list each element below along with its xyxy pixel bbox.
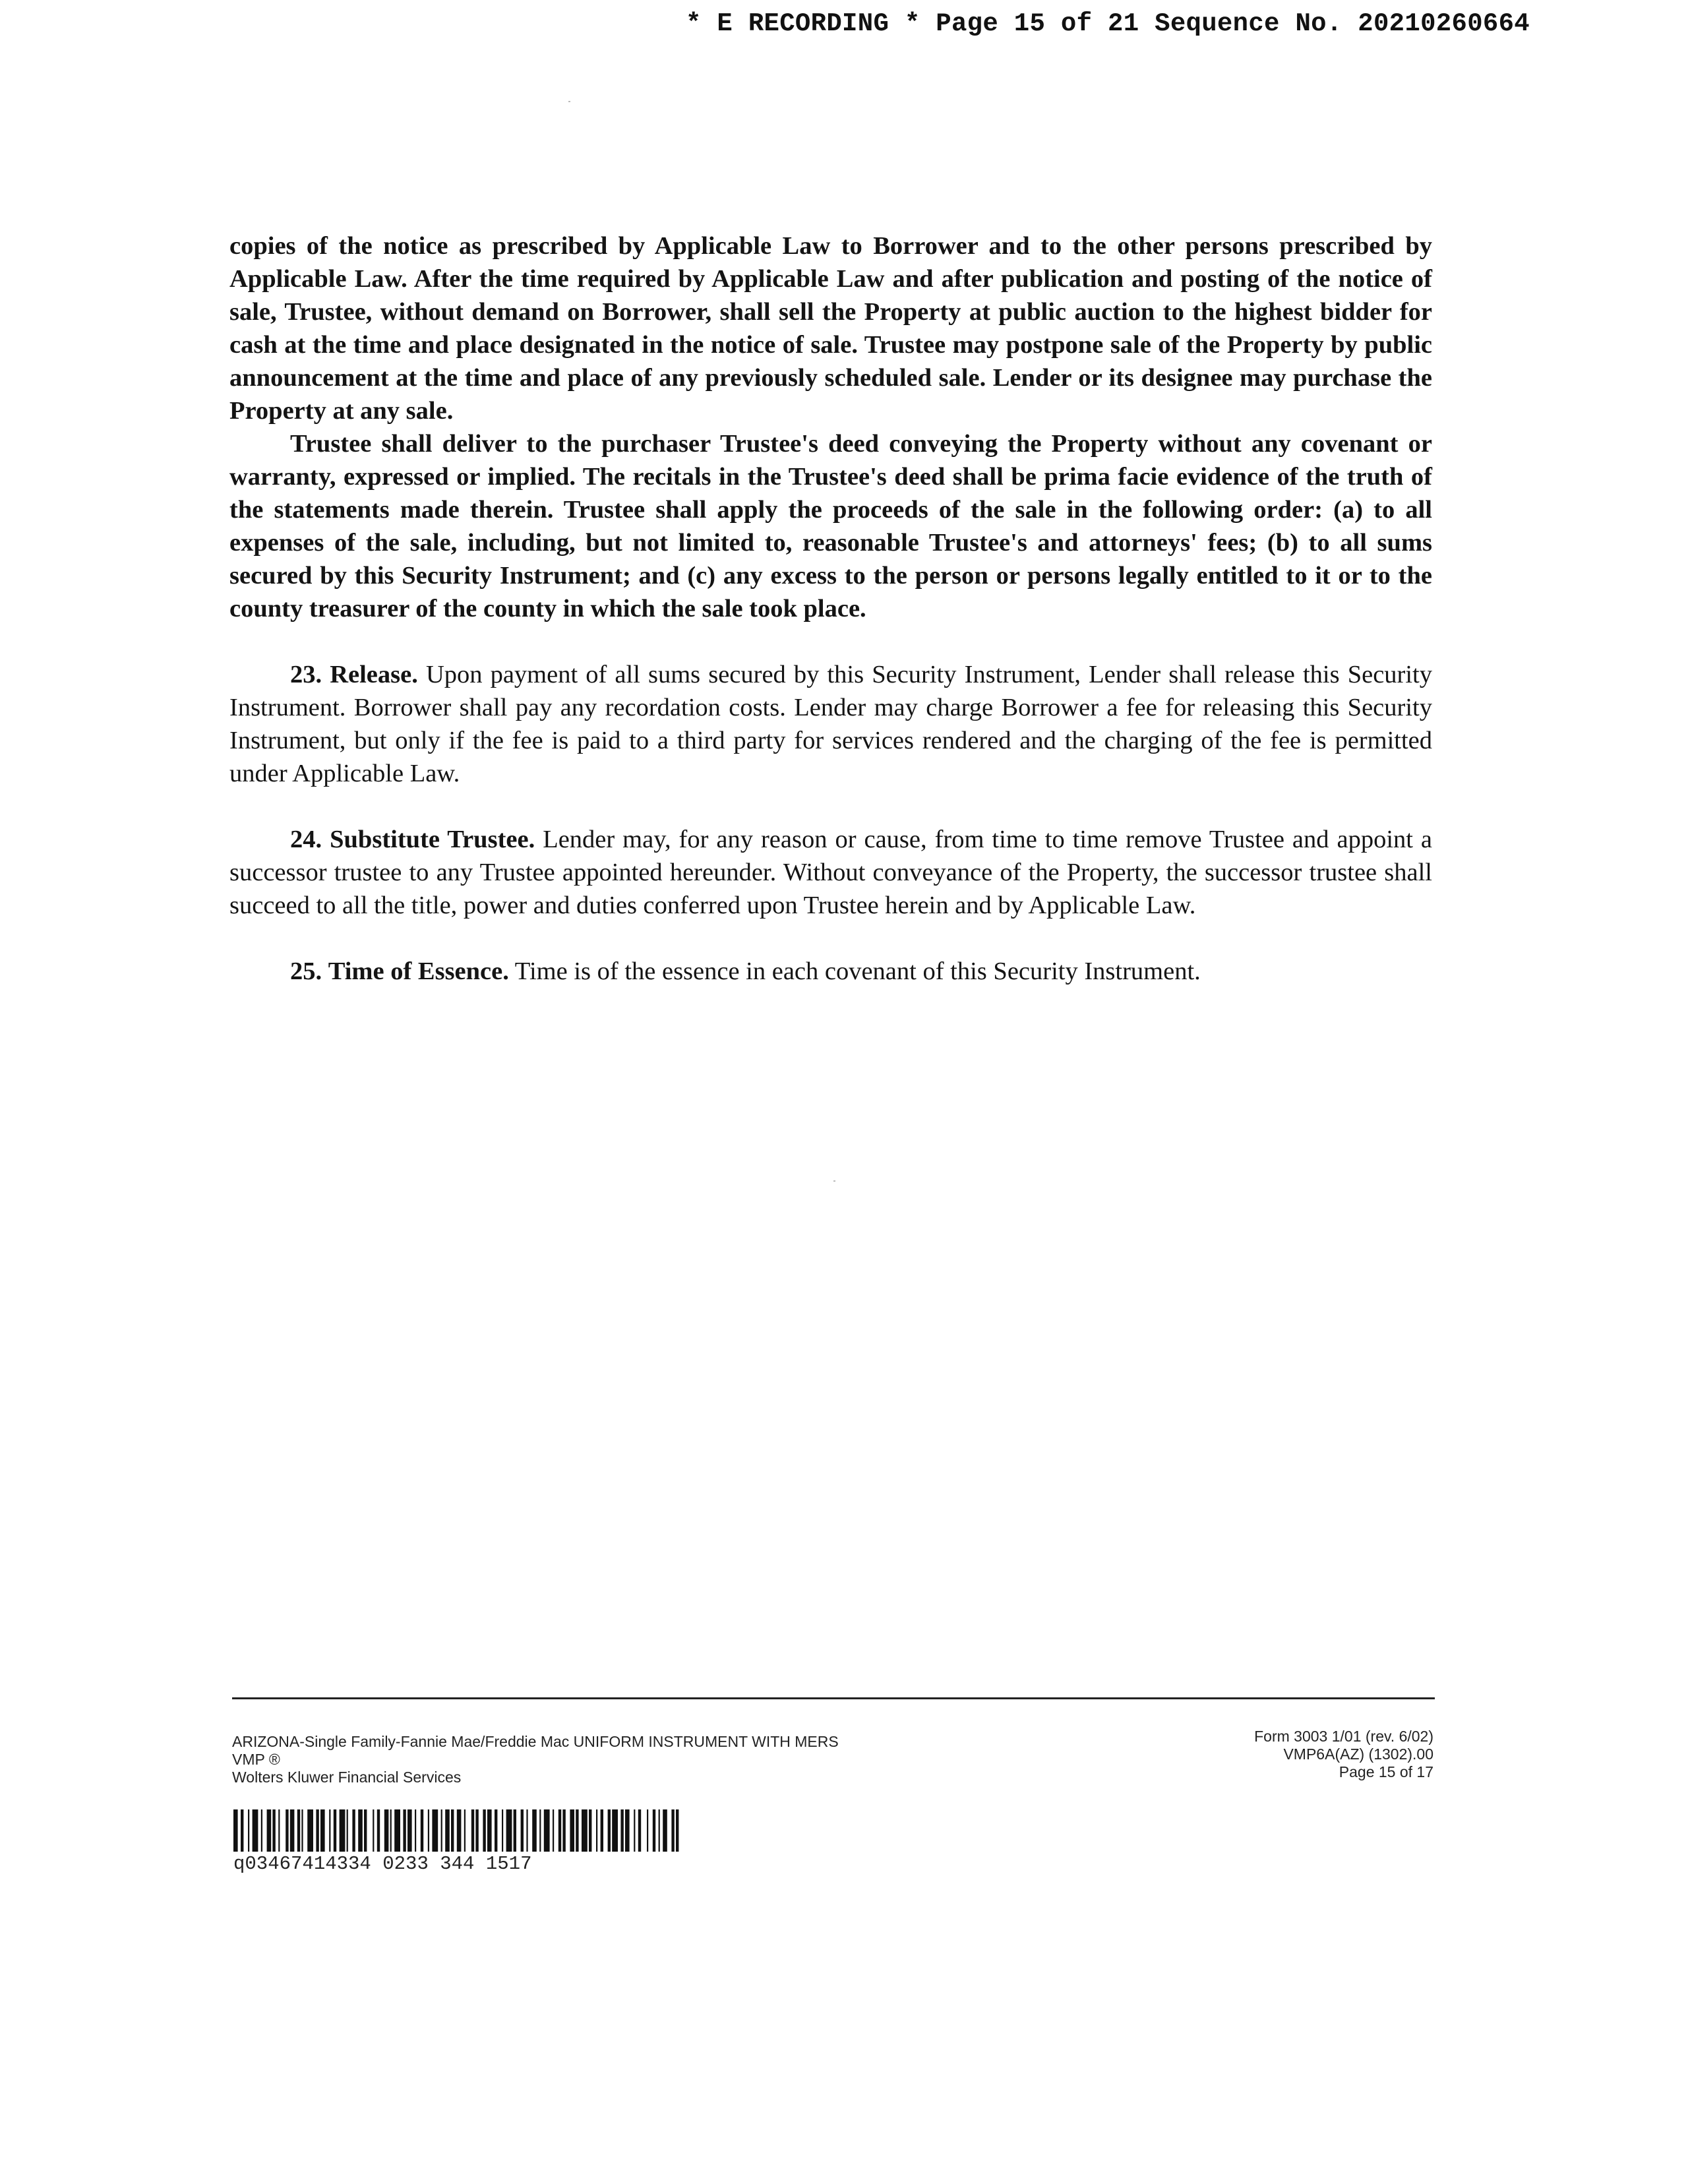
barcode-bar: [638, 1809, 641, 1852]
barcode-bar: [432, 1809, 438, 1852]
barcode-bar: [601, 1809, 603, 1852]
section-24-substitute-trustee: [229, 823, 1432, 922]
footer-page-number: Page 15 of 17: [1339, 1763, 1433, 1780]
barcode-bar: [526, 1809, 528, 1852]
barcode-bar: [620, 1809, 623, 1852]
barcode-bar: [394, 1809, 400, 1852]
barcode-bar: [407, 1809, 412, 1852]
footer-divider: [232, 1697, 1435, 1699]
footer-vmp-mark: VMP ®: [232, 1751, 280, 1768]
footer-form-info: [232, 1733, 839, 1786]
section-number: 23.: [290, 661, 322, 688]
barcode-bar: [340, 1809, 346, 1852]
scan-speck: [568, 101, 570, 102]
barcode-bar: [421, 1809, 423, 1852]
barcode-bar: [589, 1809, 591, 1852]
barcode-bar: [347, 1809, 348, 1852]
barcode-bar: [297, 1809, 300, 1852]
scan-speck: [833, 1180, 835, 1182]
barcode-bar: [562, 1809, 565, 1852]
barcode-bar: [544, 1809, 550, 1852]
barcode-bar: [320, 1809, 325, 1852]
barcode-bar: [261, 1809, 262, 1852]
barcode-bar: [301, 1809, 303, 1852]
barcode-bar: [278, 1809, 280, 1852]
paragraph-notice-of-sale: copies of the notice as prescribed by Applicable Law to Borrower and to the other persons prescribed by Applicable Law. After the time required by Applicable Law and after publication and posting of the notice of sale, Trustee, without demand on Borrower, shall sell the Property at public auction to the highest bidder for cash at the time and place designated in the notice of sale. Trustee may postpone sale of the Property by public announcement at the time and place of any previously scheduled sale. Lender or its designee may purchase the Property at any sale.: [229, 232, 1432, 425]
barcode-bar: [671, 1809, 674, 1852]
barcode-bar: [334, 1809, 336, 1852]
barcode-bar: [445, 1809, 450, 1852]
barcode-bar: [358, 1809, 363, 1852]
paragraph-trustee-deed: Trustee shall deliver to the purchaser Trustee's deed conveying the Property without any covenant or warranty, expressed or implied. The recitals in the Trustee's deed shall be prima facie evidence of the truth of the statements made therein. Trustee shall apply the proceeds of the sale in the following order: (a) to all expenses of the sale, including, but not limited to, reasonable Trustee's and attorneys' fees; (b) to all sums secured by this Security Instrument; and (c) any excess to the person or persons legally entitled to it or to the county treasurer of the county in which the sale took place.: [229, 430, 1432, 622]
barcode-bar: [441, 1809, 442, 1852]
section-25-time-of-essence: [229, 955, 1432, 988]
barcode-bar: [373, 1809, 374, 1852]
barcode-number: q03467414334 0233 344 1517: [233, 1853, 532, 1875]
barcode-bar: [451, 1809, 454, 1852]
barcode-bar: [570, 1809, 574, 1852]
barcode-bar: [286, 1809, 288, 1852]
barcode-bar: [272, 1809, 275, 1852]
barcode-bar: [241, 1809, 243, 1852]
barcode-bar: [384, 1809, 389, 1852]
section-title: Substitute Trustee.: [330, 826, 535, 853]
barcode-bar: [307, 1809, 313, 1852]
barcode-bar: [233, 1809, 238, 1852]
footer-publisher: Wolters Kluwer Financial Services: [232, 1769, 462, 1786]
section-text: Time is of the essence in each covenant of this Security Instrument.: [514, 957, 1201, 985]
barcode-bar: [532, 1809, 537, 1852]
barcode-bar: [290, 1809, 295, 1852]
section-title: Time of Essence.: [328, 957, 509, 985]
section-title: Release.: [330, 661, 418, 688]
footer-vmp-code: VMP6A(AZ) (1302).00: [1283, 1745, 1433, 1763]
barcode-bar: [502, 1809, 503, 1852]
barcode-bar: [403, 1809, 406, 1852]
barcode-bar: [352, 1809, 355, 1852]
barcode-bar: [253, 1809, 258, 1852]
footer-form-number: [1254, 1728, 1433, 1781]
footer-instrument-title: ARIZONA-Single Family-Fannie Mae/Freddie Mac UNIFORM INSTRUMENT WITH MERS: [232, 1733, 839, 1750]
barcode-bar: [471, 1809, 474, 1852]
barcode-bar: [457, 1809, 462, 1852]
barcode-bar: [495, 1809, 497, 1852]
section-number: 24.: [290, 826, 322, 853]
barcode-bar: [364, 1809, 367, 1852]
barcode-bar: [483, 1809, 485, 1852]
barcode-bar: [576, 1809, 578, 1852]
barcode-bar: [248, 1809, 249, 1852]
section-23-release: [229, 658, 1432, 790]
barcode-bar: [582, 1809, 588, 1852]
barcode-bar: [558, 1809, 561, 1852]
barcode-bar: [390, 1809, 392, 1852]
barcode-bar: [487, 1809, 492, 1852]
barcode-bar: [634, 1809, 635, 1852]
barcode-bar: [596, 1809, 597, 1852]
barcode-bar: [464, 1809, 466, 1852]
barcode-bar: [539, 1809, 541, 1852]
section-text: Lender may, for any reason or cause, from time to time remove Trustee and appoint a successor trustee to any Trustee appointed hereunder. Without conveyance of the Property, the successor trustee shall succeed to all the title, power and duties conferred upon Trustee herein and by Applicable Law.: [229, 826, 1433, 919]
barcode-bar: [329, 1809, 330, 1852]
barcode-bar: [506, 1809, 512, 1852]
barcode-bar: [475, 1809, 478, 1852]
section-text: Upon payment of all sums secured by this Security Instrument, Lender shall release this Security Instrument. Borrower shall pay any recordation costs. Lender may charge Borrower a fee for releasing this Security Instrument, but only if the fee is paid to a third party for services rendered and the charging of the fee is permitted under Applicable Law.: [229, 661, 1432, 787]
barcode-bar: [415, 1809, 416, 1852]
barcode-bar: [514, 1809, 516, 1852]
barcode-bar: [653, 1809, 655, 1852]
barcode-bar: [625, 1809, 630, 1852]
barcode-bar: [316, 1809, 318, 1852]
barcode-bar: [428, 1809, 429, 1852]
recording-header: * E RECORDING * Page 15 of 21 Sequence No. 20210260664: [686, 9, 1530, 38]
barcode-bar: [659, 1809, 660, 1852]
barcode-bar: [676, 1809, 678, 1852]
footer-form-code: Form 3003 1/01 (rev. 6/02): [1254, 1728, 1433, 1745]
barcode-bar: [553, 1809, 554, 1852]
section-number: 25.: [290, 957, 322, 985]
barcode-bar: [663, 1809, 667, 1852]
barcode-bar: [267, 1809, 272, 1852]
barcode-bar: [608, 1809, 611, 1852]
barcode-bar: [377, 1809, 380, 1852]
barcode: [233, 1809, 703, 1852]
barcode-bar: [521, 1809, 524, 1852]
barcode-bar: [647, 1809, 648, 1852]
barcode-bar: [612, 1809, 618, 1852]
document-body: [229, 229, 1432, 988]
